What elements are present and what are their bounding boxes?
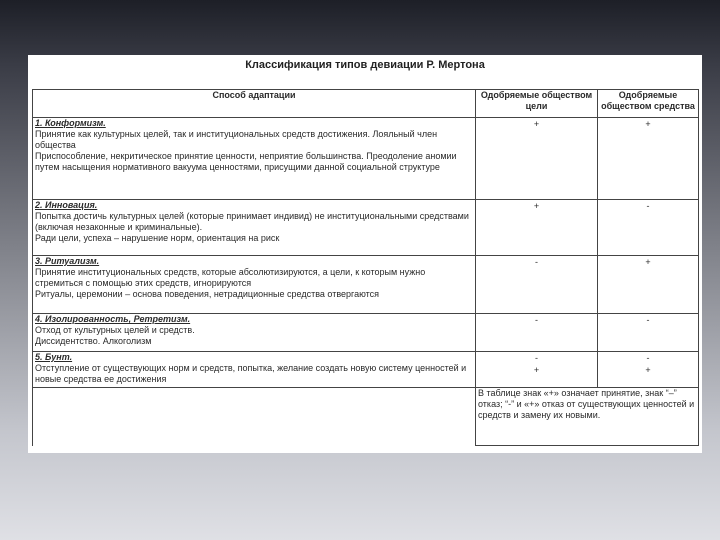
legend-note: В таблице знак «+» означает принятие, знак “–” отказ; “-” и «+» отказ от существующих ценностей и средств и замену их новыми. (476, 388, 699, 446)
row-text: Принятие как культурных целей, так и институциональных средств достижения. Лояльный член общества (35, 129, 438, 150)
means-mark: + (645, 257, 651, 267)
row-title: 2. Инновация. (35, 200, 98, 210)
table-row (33, 256, 699, 314)
method-cell (33, 352, 476, 388)
note-row (33, 388, 699, 446)
header-method: Способ адаптации (33, 90, 476, 118)
method-cell (33, 256, 476, 314)
document-title: Классификация типов девиации Р. Мертона (245, 59, 485, 71)
means-mark: - (646, 315, 650, 325)
table-header-row (33, 90, 699, 118)
row-text: Диссидентство. Алкоголизм (35, 336, 152, 346)
row-text: Отступление от существующих норм и средств, попытка, желание создать новую систему ценностей и новые средства ее достижения (35, 363, 467, 384)
goals-mark: + (533, 119, 540, 129)
means-cell (598, 314, 699, 352)
goals-cell (476, 352, 598, 388)
means-mark: - (646, 353, 650, 363)
header-goals: Одобряемые обществом цели (476, 90, 598, 118)
means-mark: + (645, 119, 651, 129)
goals-cell (476, 256, 598, 314)
method-cell (33, 200, 476, 256)
row-title: 1. Конформизм. (35, 118, 106, 128)
method-cell (33, 314, 476, 352)
row-text: Ритуалы, церемонии – основа поведения, нетрадиционные средства отвергаются (35, 289, 380, 299)
goals-mark: - (535, 353, 538, 363)
means-cell (598, 352, 699, 388)
goals-cell (476, 314, 598, 352)
row-text: Принятие институциональных средств, которые абсолютизируются, а цели, к которым нужно стремиться с помощью этих средств, игнорируются (35, 267, 426, 288)
table-row (33, 200, 699, 256)
goals-mark: - (535, 257, 538, 267)
means-mark: - (646, 201, 650, 211)
table-row (33, 314, 699, 352)
goals-mark: + (533, 201, 540, 211)
row-text: Ради цели, успеха – нарушение норм, ориентация на риск (35, 233, 280, 243)
table-row (33, 352, 699, 388)
means-cell (598, 118, 699, 200)
row-title: 3. Ритуализм. (35, 256, 100, 266)
goals-cell (476, 118, 598, 200)
empty-cell (33, 388, 476, 446)
row-title: 5. Бунт. (35, 352, 73, 362)
header-means: Одобряемые обществом средства (598, 90, 699, 118)
row-title: 4. Изолированность, Ретретизм. (35, 314, 191, 324)
means-cell (598, 256, 699, 314)
goals-cell (476, 200, 598, 256)
deviation-table (32, 89, 699, 446)
means-cell (598, 200, 699, 256)
table-row (33, 118, 699, 200)
document-sheet (28, 55, 702, 453)
goals-mark: - (535, 315, 538, 325)
row-text: Приспособление, некритическое принятие ценности, неприятие большинства. Преодоление аномии путем насыщения нормативного вакуума ценностями, присущими данной социальной структуре (35, 151, 457, 172)
means-mark: + (645, 365, 651, 375)
goals-mark: + (533, 365, 540, 375)
method-cell (33, 118, 476, 200)
row-text: Отход от культурных целей и средств. (35, 325, 195, 335)
row-text: Попытка достичь культурных целей (которые принимает индивид) не институциональными средствами (включая незаконные и криминальные). (35, 211, 469, 232)
